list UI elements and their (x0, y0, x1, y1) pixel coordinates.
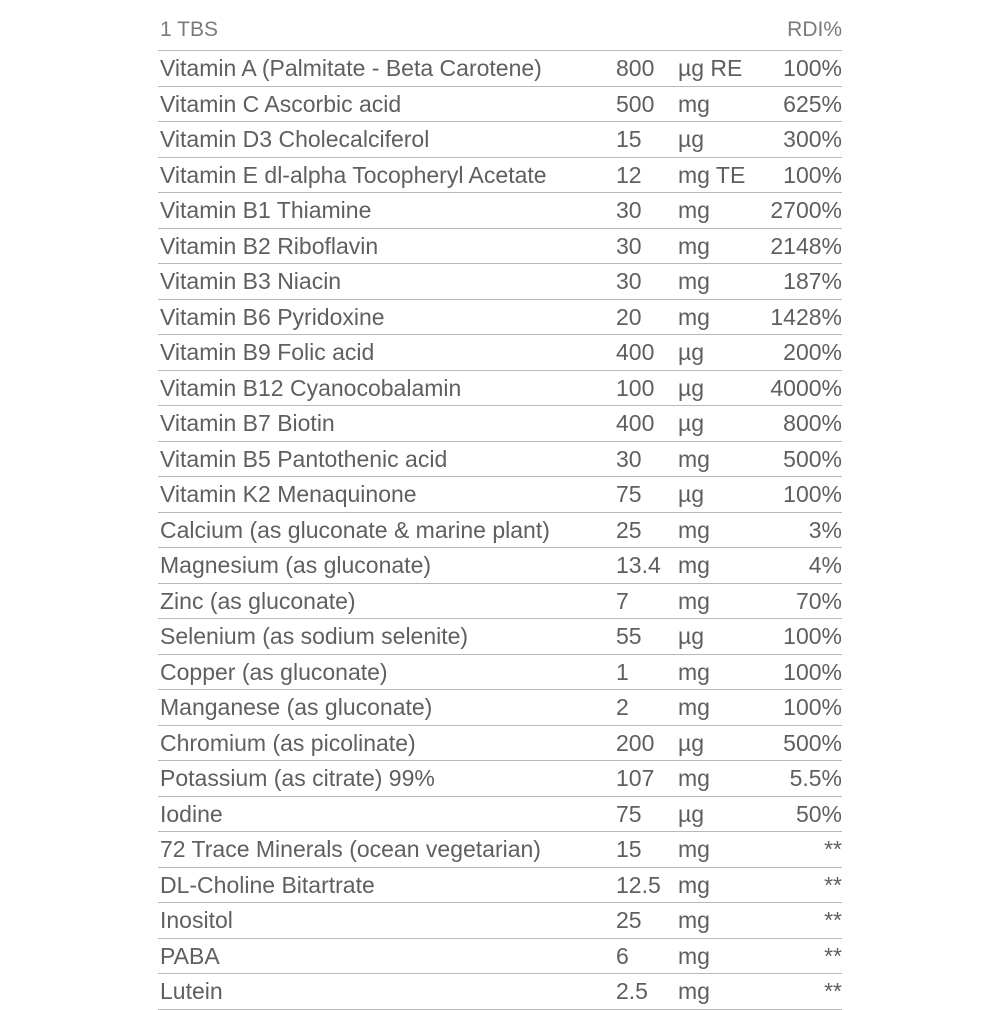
nutrient-amount: 200 (616, 729, 655, 756)
nutrient-amount: 30 (616, 268, 642, 294)
nutrient-unit: mg (678, 765, 710, 791)
nutrient-name: Vitamin B2 Riboflavin (160, 232, 379, 259)
table-body (158, 50, 842, 1010)
nutrient-name: Vitamin E dl-alpha Tocopheryl Acetate (160, 161, 547, 188)
nutrient-rdi-percent: 500% (783, 445, 842, 472)
nutrient-name: Vitamin K2 Menaquinone (160, 481, 417, 507)
nutrient-amount: 12.5 (616, 871, 661, 898)
nutrient-name: Vitamin A (Palmitate - Beta Carotene) (160, 55, 542, 81)
nutrient-rdi-percent: 4000% (770, 374, 842, 401)
nutrient-rdi-percent: 100% (783, 55, 842, 81)
nutrient-unit: mg (678, 197, 710, 223)
nutrient-rdi-percent: 5.5% (789, 765, 842, 791)
nutrient-amount: 400 (616, 339, 655, 365)
nutrient-unit: mg (678, 871, 710, 898)
table-row (158, 655, 842, 691)
nutrient-amount: 75 (616, 481, 642, 507)
nutrient-rdi-percent: 50% (795, 800, 842, 827)
nutrient-name: Vitamin B7 Biotin (160, 410, 335, 436)
nutrient-name: Vitamin B9 Folic acid (160, 339, 375, 365)
nutrient-amount: 107 (616, 765, 655, 791)
nutrient-amount: 30 (616, 197, 642, 223)
nutrient-unit: µg (678, 481, 705, 507)
nutrient-unit: µg (678, 800, 705, 827)
nutrient-name: Iodine (160, 800, 223, 827)
nutrient-unit: mg (678, 942, 710, 969)
nutrient-amount: 15 (616, 836, 642, 862)
nutrient-unit: µg (678, 410, 705, 436)
nutrient-name: Vitamin C Ascorbic acid (160, 90, 402, 117)
table-row (158, 513, 842, 549)
nutrient-rdi-percent: ** (824, 836, 842, 862)
nutrient-amount: 12 (616, 161, 642, 188)
nutrient-unit: mg (678, 268, 710, 294)
nutrient-rdi-percent: ** (824, 871, 842, 898)
nutrient-rdi-percent: 500% (783, 729, 842, 756)
nutrient-rdi-percent: 100% (783, 658, 842, 685)
nutrient-rdi-percent: 2148% (770, 232, 842, 259)
nutrient-name: Inositol (160, 907, 233, 933)
nutrient-rdi-percent: 187% (783, 268, 842, 294)
table-row (158, 51, 842, 87)
nutrient-unit: mg (678, 232, 710, 259)
nutrient-amount: 7 (616, 587, 629, 614)
nutrient-amount: 25 (616, 907, 642, 933)
nutrition-table (158, 16, 842, 1010)
nutrient-name: Chromium (as picolinate) (160, 729, 416, 756)
nutrient-amount: 55 (616, 623, 642, 649)
nutrient-amount: 1 (616, 658, 629, 685)
nutrient-rdi-percent: 3% (808, 516, 842, 543)
table-row (158, 158, 842, 194)
nutrient-amount: 500 (616, 90, 655, 117)
nutrient-rdi-percent: 625% (783, 90, 842, 117)
nutrient-rdi-percent: 800% (783, 410, 842, 436)
table-row (158, 264, 842, 300)
table-row (158, 193, 842, 229)
nutrient-rdi-percent: ** (824, 942, 842, 969)
table-row (158, 442, 842, 478)
table-row (158, 371, 842, 407)
nutrient-unit: mg (678, 836, 710, 862)
nutrient-name: Copper (as gluconate) (160, 658, 388, 685)
nutrient-amount: 2 (616, 694, 629, 720)
table-row (158, 797, 842, 833)
nutrient-amount: 6 (616, 942, 629, 969)
table-row (158, 335, 842, 371)
table-row (158, 548, 842, 584)
table-row (158, 584, 842, 620)
nutrient-unit: µg RE (678, 55, 743, 81)
nutrient-unit: mg (678, 694, 710, 720)
nutrient-name: Potassium (as citrate) 99% (160, 765, 435, 791)
nutrient-rdi-percent: 70% (795, 587, 842, 614)
nutrient-unit: mg (678, 516, 710, 543)
nutrient-unit: mg (678, 658, 710, 685)
table-row (158, 832, 842, 868)
nutrient-unit: mg (678, 587, 710, 614)
nutrient-amount: 15 (616, 126, 642, 152)
nutrient-name: Vitamin B12 Cyanocobalamin (160, 374, 462, 401)
nutrient-amount: 800 (616, 55, 655, 81)
nutrient-rdi-percent: 100% (783, 694, 842, 720)
nutrient-rdi-percent: 2700% (770, 197, 842, 223)
nutrient-unit: mg (678, 445, 710, 472)
nutrient-name: Lutein (160, 978, 223, 1004)
table-row (158, 406, 842, 442)
nutrient-unit: mg (678, 907, 710, 933)
nutrient-amount: 13.4 (616, 552, 661, 578)
table-row (158, 690, 842, 726)
nutrient-name: Selenium (as sodium selenite) (160, 623, 469, 649)
table-row (158, 87, 842, 123)
nutrient-name: Vitamin D3 Cholecalciferol (160, 126, 430, 152)
nutrient-rdi-percent: ** (824, 907, 842, 933)
nutrient-amount: 20 (616, 303, 642, 330)
nutrient-unit: µg (678, 339, 705, 365)
table-row (158, 229, 842, 265)
nutrient-amount: 2.5 (616, 978, 648, 1004)
nutrient-rdi-percent: 4% (808, 552, 842, 578)
nutrient-name: Vitamin B3 Niacin (160, 268, 342, 294)
nutrient-rdi-percent: 100% (783, 623, 842, 649)
nutrient-name: DL-Choline Bitartrate (160, 871, 375, 898)
nutrient-name: Vitamin B5 Pantothenic acid (160, 445, 448, 472)
nutrient-amount: 30 (616, 445, 642, 472)
nutrient-unit: µg (678, 126, 705, 152)
nutrient-name: Manganese (as gluconate) (160, 694, 433, 720)
serving-size-label: 1 TBS (160, 18, 218, 41)
nutrient-name: 72 Trace Minerals (ocean vegetarian) (160, 836, 541, 862)
nutrient-unit: mg (678, 90, 710, 117)
nutrient-name: Vitamin B1 Thiamine (160, 197, 372, 223)
nutrient-amount: 100 (616, 374, 655, 401)
nutrient-rdi-percent: 100% (783, 481, 842, 507)
table-row (158, 726, 842, 762)
table-row (158, 477, 842, 513)
nutrient-unit: µg (678, 374, 705, 401)
nutrient-amount: 25 (616, 516, 642, 543)
nutrient-unit: µg (678, 623, 705, 649)
nutrient-name: Magnesium (as gluconate) (160, 552, 432, 578)
nutrient-unit: mg (678, 303, 710, 330)
nutrient-rdi-percent: 200% (783, 339, 842, 365)
nutrient-amount: 75 (616, 800, 642, 827)
nutrient-amount: 400 (616, 410, 655, 436)
nutrient-unit: mg (678, 978, 710, 1004)
nutrient-name: Calcium (as gluconate & marine plant) (160, 516, 550, 543)
nutrient-unit: mg TE (678, 161, 746, 188)
nutrient-name: Zinc (as gluconate) (160, 587, 356, 614)
nutrient-unit: µg (678, 729, 705, 756)
nutrient-rdi-percent: ** (824, 978, 842, 1004)
table-row (158, 619, 842, 655)
rdi-column-header: RDI% (787, 18, 842, 41)
nutrient-amount: 30 (616, 232, 642, 259)
table-row (158, 939, 842, 975)
table-row (158, 903, 842, 939)
nutrient-rdi-percent: 100% (783, 161, 842, 188)
table-header (158, 16, 842, 50)
nutrient-name: PABA (160, 942, 220, 969)
table-row (158, 868, 842, 904)
table-row (158, 122, 842, 158)
table-row (158, 761, 842, 797)
nutrient-name: Vitamin B6 Pyridoxine (160, 303, 385, 330)
table-row (158, 974, 842, 1010)
table-row (158, 300, 842, 336)
nutrient-rdi-percent: 300% (783, 126, 842, 152)
nutrient-rdi-percent: 1428% (770, 303, 842, 330)
nutrient-unit: mg (678, 552, 710, 578)
